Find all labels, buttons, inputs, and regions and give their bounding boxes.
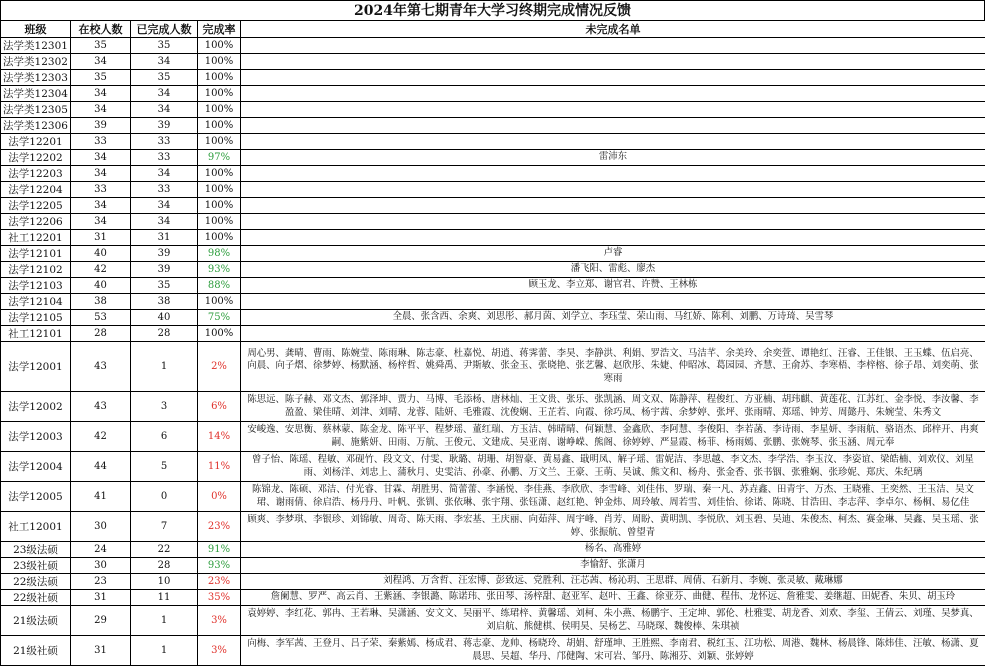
total-cell: 40 xyxy=(71,278,131,294)
unfinished-names-cell: 顾玉龙、李立郑、谢官君、许赞、王林栋 xyxy=(241,278,985,294)
total-cell: 31 xyxy=(71,230,131,246)
unfinished-names-cell: 陈思远、陈子赫、邓文杰、郭泽坤、贾力、马博、毛添杨、唐林灿、王文贵、张乐、张凯涵、周文双、陈静萍、程俊红、方亚楠、胡玮麒、黄莲花、江苏红、金李悦、李汝馨、李盈盈、梁佳晴、刘津、刘晴、龙蓉、陆妍、毛雅霞、沈俊娴、王芷若、向霞、徐巧凤、杨宇茜、余梦婷、张坪、张雨晴、郑瑶、钟芳、周懿丹、朱婉莹、朱秀文 xyxy=(241,392,985,422)
table-row xyxy=(1,198,985,214)
rate-cell: 93% xyxy=(198,558,241,574)
unfinished-names-cell xyxy=(241,166,985,182)
done-cell: 34 xyxy=(131,166,198,182)
total-cell: 34 xyxy=(71,54,131,70)
unfinished-names-cell xyxy=(241,102,985,118)
rate-cell: 100% xyxy=(198,166,241,182)
class-cell: 法学12101 xyxy=(1,246,71,262)
total-cell: 28 xyxy=(71,326,131,342)
class-cell: 法学12206 xyxy=(1,214,71,230)
rate-cell: 23% xyxy=(198,512,241,542)
table-row xyxy=(1,70,985,86)
table-row xyxy=(1,38,985,54)
total-cell: 44 xyxy=(71,452,131,482)
unfinished-names-cell xyxy=(241,230,985,246)
class-cell: 法学12203 xyxy=(1,166,71,182)
unfinished-names-cell xyxy=(241,214,985,230)
total-cell: 34 xyxy=(71,198,131,214)
unfinished-names-cell: 卢睿 xyxy=(241,246,985,262)
table-row xyxy=(1,606,985,636)
done-cell: 34 xyxy=(131,102,198,118)
class-cell: 社工12101 xyxy=(1,326,71,342)
class-cell: 23级法硕 xyxy=(1,542,71,558)
total-cell: 23 xyxy=(71,574,131,590)
done-cell: 28 xyxy=(131,326,198,342)
table-row xyxy=(1,294,985,310)
rate-cell: 100% xyxy=(198,38,241,54)
done-cell: 5 xyxy=(131,452,198,482)
total-cell: 33 xyxy=(71,134,131,150)
done-cell: 34 xyxy=(131,54,198,70)
class-cell: 法学12102 xyxy=(1,262,71,278)
unfinished-names-cell xyxy=(241,118,985,134)
class-cell: 法学12005 xyxy=(1,482,71,512)
rate-cell: 100% xyxy=(198,54,241,70)
rate-cell: 100% xyxy=(198,182,241,198)
class-cell: 法学类12302 xyxy=(1,54,71,70)
total-cell: 35 xyxy=(71,70,131,86)
done-cell: 38 xyxy=(131,294,198,310)
class-cell: 法学12103 xyxy=(1,278,71,294)
unfinished-names-cell xyxy=(241,70,985,86)
done-cell: 35 xyxy=(131,38,198,54)
done-cell: 40 xyxy=(131,310,198,326)
total-cell: 29 xyxy=(71,606,131,636)
class-cell: 法学12105 xyxy=(1,310,71,326)
done-cell: 33 xyxy=(131,150,198,166)
table-row xyxy=(1,246,985,262)
unfinished-names-cell: 潘飞阳、雷彪、廖杰 xyxy=(241,262,985,278)
rate-cell: 11% xyxy=(198,452,241,482)
rate-cell: 100% xyxy=(198,326,241,342)
done-cell: 39 xyxy=(131,262,198,278)
class-cell: 法学12201 xyxy=(1,134,71,150)
class-cell: 法学12003 xyxy=(1,422,71,452)
unfinished-names-cell: 刘程鸿、万含哲、汪宏博、彭致远、党胜利、汪芯茜、杨沁玥、王思群、周倩、石新月、李婉、张灵敏、戴琳娜 xyxy=(241,574,985,590)
total-cell: 43 xyxy=(71,342,131,392)
done-cell: 34 xyxy=(131,198,198,214)
class-cell: 社工12201 xyxy=(1,230,71,246)
done-cell: 3 xyxy=(131,392,198,422)
total-cell: 33 xyxy=(71,182,131,198)
done-cell: 7 xyxy=(131,512,198,542)
rate-cell: 100% xyxy=(198,230,241,246)
header-rate: 完成率 xyxy=(198,21,241,38)
table-row xyxy=(1,262,985,278)
class-cell: 法学12205 xyxy=(1,198,71,214)
done-cell: 1 xyxy=(131,342,198,392)
class-cell: 法学12204 xyxy=(1,182,71,198)
done-cell: 10 xyxy=(131,574,198,590)
rate-cell: 100% xyxy=(198,294,241,310)
unfinished-names-cell: 全晨、张含西、余爽、刘思彤、郝月茵、刘学立、李珏莹、荣山雨、马红娇、陈利、刘鹏、万诗琦、吴雪琴 xyxy=(241,310,985,326)
total-cell: 42 xyxy=(71,422,131,452)
table-row xyxy=(1,230,985,246)
rate-cell: 88% xyxy=(198,278,241,294)
table-row xyxy=(1,182,985,198)
done-cell: 22 xyxy=(131,542,198,558)
done-cell: 34 xyxy=(131,214,198,230)
header-done: 已完成人数 xyxy=(131,21,198,38)
unfinished-names-cell: 袁婷婷、李红花、郭冉、王若琳、吴潇涵、安文文、吴丽平、练珺梓、黄馨瑶、刘柯、朱小燕、杨鹏宇、王定坤、郭伦、杜雅雯、胡龙香、刘欢、李玺、王倩云、刘瑾、吴梦真、刘启航、熊健棋、侯明昊、吴杨艺、马晓琛、魏俊棒、朱琪祯 xyxy=(241,606,985,636)
unfinished-names-cell: 向梅、李军茜、王登月、吕子荣、秦紫嫣、杨成君、蒋志豪、龙帅、杨晓玲、胡娟、舒瑾坤、王胜熙、李南君、税红玉、江功松、周港、魏林、杨晨锋、陈炜佳、汪敏、杨潇、夏晨思、吴超、华丹、邝健陶、宋可岩、邹丹、陈湘芬、刘颖、张婷婷 xyxy=(241,636,985,666)
done-cell: 39 xyxy=(131,246,198,262)
header-row xyxy=(1,21,985,38)
total-cell: 43 xyxy=(71,392,131,422)
table-row xyxy=(1,482,985,512)
table-row xyxy=(1,118,985,134)
class-cell: 法学类12306 xyxy=(1,118,71,134)
rate-cell: 91% xyxy=(198,542,241,558)
rate-cell: 100% xyxy=(198,134,241,150)
done-cell: 33 xyxy=(131,134,198,150)
table-row xyxy=(1,392,985,422)
rate-cell: 98% xyxy=(198,246,241,262)
class-cell: 23级社硕 xyxy=(1,558,71,574)
class-cell: 社工12001 xyxy=(1,512,71,542)
rate-cell: 6% xyxy=(198,392,241,422)
unfinished-names-cell: 杨名、高雅婷 xyxy=(241,542,985,558)
total-cell: 34 xyxy=(71,102,131,118)
rate-cell: 3% xyxy=(198,606,241,636)
rate-cell: 35% xyxy=(198,590,241,606)
class-cell: 法学12001 xyxy=(1,342,71,392)
rate-cell: 93% xyxy=(198,262,241,278)
table-row xyxy=(1,86,985,102)
table-row xyxy=(1,214,985,230)
table-row xyxy=(1,636,985,666)
unfinished-names-cell xyxy=(241,294,985,310)
unfinished-names-cell: 曾子怡、陈瑶、程敏、邓砚竹、段文文、付雯、耿璐、胡珊、胡智豪、黄易鑫、戢明凤、解子瑶、雷妮洁、李思越、李文杰、李学浩、李玉汶、李姿谊、梁皓楠、刘欢仪、刘星雨、刘杨洋、刘忠上、蒲秋月、史雯洁、孙豪、孙鹏、万文兰、王豪、王萌、吴诚、熊文和、杨舟、张金香、张书铟、张雅娴、张珍妮、郑庆、朱纪璃 xyxy=(241,452,985,482)
total-cell: 30 xyxy=(71,512,131,542)
done-cell: 28 xyxy=(131,558,198,574)
table-row xyxy=(1,310,985,326)
rate-cell: 97% xyxy=(198,150,241,166)
rate-cell: 100% xyxy=(198,198,241,214)
table-row xyxy=(1,542,985,558)
rate-cell: 2% xyxy=(198,342,241,392)
unfinished-names-cell: 安峻逸、安思衡、蔡林蒙、陈金龙、陈平平、程梦瑶、董红瑞、方玉洁、韩晴晴、何颖慧、金鑫欣、李阿慧、李俊阳、李若菡、李诗雨、李星妍、李雨航、骆语杰、邱梓开、冉爽嗣、施紫妍、田雨、万航、王俊元、文建成、吴亚南、谢峥嵘、熊阁、徐婷婷、严显霞、杨菲、杨雨嫣、张鹏、张婉琴、张玉涵、周元奉 xyxy=(241,422,985,452)
class-cell: 法学12002 xyxy=(1,392,71,422)
header-unfinished: 未完成名单 xyxy=(241,21,985,38)
unfinished-names-cell: 顾爽、李梦琪、李银珍、刘锦敏、周奇、陈天雨、李宏基、王庆丽、向茹萍、周宇峰、肖芳、周盼、黄明凯、李悦欣、刘玉碧、吴迪、朱俊杰、柯杰、赛金琳、吴鑫、吴玉瑶、张婷、张振航、曾望青 xyxy=(241,512,985,542)
class-cell: 21级社硕 xyxy=(1,636,71,666)
unfinished-names-cell: 李愉舒、张潇月 xyxy=(241,558,985,574)
unfinished-names-cell xyxy=(241,54,985,70)
unfinished-names-cell xyxy=(241,326,985,342)
done-cell: 35 xyxy=(131,70,198,86)
header-total: 在校人数 xyxy=(71,21,131,38)
done-cell: 39 xyxy=(131,118,198,134)
total-cell: 38 xyxy=(71,294,131,310)
table-row xyxy=(1,422,985,452)
total-cell: 41 xyxy=(71,482,131,512)
done-cell: 1 xyxy=(131,606,198,636)
unfinished-names-cell xyxy=(241,198,985,214)
rate-cell: 3% xyxy=(198,636,241,666)
total-cell: 39 xyxy=(71,118,131,134)
table-row xyxy=(1,342,985,392)
rate-cell: 75% xyxy=(198,310,241,326)
class-cell: 22级法硕 xyxy=(1,574,71,590)
unfinished-names-cell xyxy=(241,134,985,150)
total-cell: 31 xyxy=(71,636,131,666)
class-cell: 法学12004 xyxy=(1,452,71,482)
done-cell: 34 xyxy=(131,86,198,102)
class-cell: 法学类12303 xyxy=(1,70,71,86)
total-cell: 53 xyxy=(71,310,131,326)
class-cell: 22级社硕 xyxy=(1,590,71,606)
completion-table xyxy=(0,20,985,666)
table-row xyxy=(1,102,985,118)
class-cell: 法学类12305 xyxy=(1,102,71,118)
rate-cell: 100% xyxy=(198,70,241,86)
unfinished-names-cell: 陈锦龙、陈硕、邓洁、付光睿、甘霖、胡胜男、简蕾蕾、李涵悦、李佳燕、李欣欣、李雪峰、刘佳伟、罗瑞、秦一凡、苏垚鑫、田青宇、万杰、王晓雅、王奕然、王玉洁、吴文珺、谢雨倩、徐启浩、杨丹丹、叶帆、张钏、张依琳、张宇翔、张钰潇、赵红艳、钟金炜、周玲敏、周若雪、刘佳怡、徐诺、陈晓、甘浩田、李志萍、李卓尔、杨桐、易亿佳 xyxy=(241,482,985,512)
table-row xyxy=(1,166,985,182)
table-row xyxy=(1,512,985,542)
table-row xyxy=(1,326,985,342)
class-cell: 法学类12301 xyxy=(1,38,71,54)
sheet-title: 2024年第七期青年大学习终期完成情况反馈 xyxy=(0,0,985,20)
rate-cell: 100% xyxy=(198,102,241,118)
total-cell: 34 xyxy=(71,150,131,166)
done-cell: 0 xyxy=(131,482,198,512)
done-cell: 11 xyxy=(131,590,198,606)
table-row xyxy=(1,558,985,574)
header-class: 班级 xyxy=(1,21,71,38)
done-cell: 33 xyxy=(131,182,198,198)
total-cell: 30 xyxy=(71,558,131,574)
total-cell: 40 xyxy=(71,246,131,262)
table-row xyxy=(1,278,985,294)
total-cell: 24 xyxy=(71,542,131,558)
unfinished-names-cell: 雷沛东 xyxy=(241,150,985,166)
total-cell: 34 xyxy=(71,86,131,102)
table-row xyxy=(1,54,985,70)
rate-cell: 23% xyxy=(198,574,241,590)
rate-cell: 0% xyxy=(198,482,241,512)
table-row xyxy=(1,574,985,590)
unfinished-names-cell: 周心男、龚晴、曹雨、陈婉莹、陈雨琳、陈志豪、杜嘉悦、胡逍、蒋霁蕾、李昊、李静洪、利娟、罗浩文、马洁芊、余美玲、余奕萱、谭艳红、汪睿、王佳银、王玉蝶、伍启亮、向晨、向子熠、徐梦婷、杨默涵、杨梓哲、姚舜禹、尹斯敏、张金玉、张晓艳、张艺馨、赵欣彤、朱婕、仲昭冰、葛园园、齐慧、王俞苏、李寒梧、李梓榕、徐子昂、刘奕萌、张寒雨 xyxy=(241,342,985,392)
table-row xyxy=(1,590,985,606)
total-cell: 34 xyxy=(71,166,131,182)
total-cell: 35 xyxy=(71,38,131,54)
class-cell: 法学类12304 xyxy=(1,86,71,102)
done-cell: 1 xyxy=(131,636,198,666)
class-cell: 法学12104 xyxy=(1,294,71,310)
unfinished-names-cell: 詹阑慧、罗严、高云肖、王紫涵、李银潞、陈诺玮、张田琴、汤梓甜、赵亚军、赵叶、王鑫、徐亚芬、曲健、程伟、龙怀远、詹雅雯、姜继超、田妮香、朱贝、胡玉玲 xyxy=(241,590,985,606)
total-cell: 31 xyxy=(71,590,131,606)
rate-cell: 14% xyxy=(198,422,241,452)
table-row xyxy=(1,452,985,482)
done-cell: 6 xyxy=(131,422,198,452)
unfinished-names-cell xyxy=(241,182,985,198)
done-cell: 31 xyxy=(131,230,198,246)
total-cell: 34 xyxy=(71,214,131,230)
total-cell: 42 xyxy=(71,262,131,278)
table-body xyxy=(1,38,985,666)
table-row xyxy=(1,134,985,150)
table-row xyxy=(1,150,985,166)
rate-cell: 100% xyxy=(198,214,241,230)
rate-cell: 100% xyxy=(198,118,241,134)
class-cell: 21级法硕 xyxy=(1,606,71,636)
unfinished-names-cell xyxy=(241,38,985,54)
rate-cell: 100% xyxy=(198,86,241,102)
done-cell: 35 xyxy=(131,278,198,294)
class-cell: 法学12202 xyxy=(1,150,71,166)
unfinished-names-cell xyxy=(241,86,985,102)
